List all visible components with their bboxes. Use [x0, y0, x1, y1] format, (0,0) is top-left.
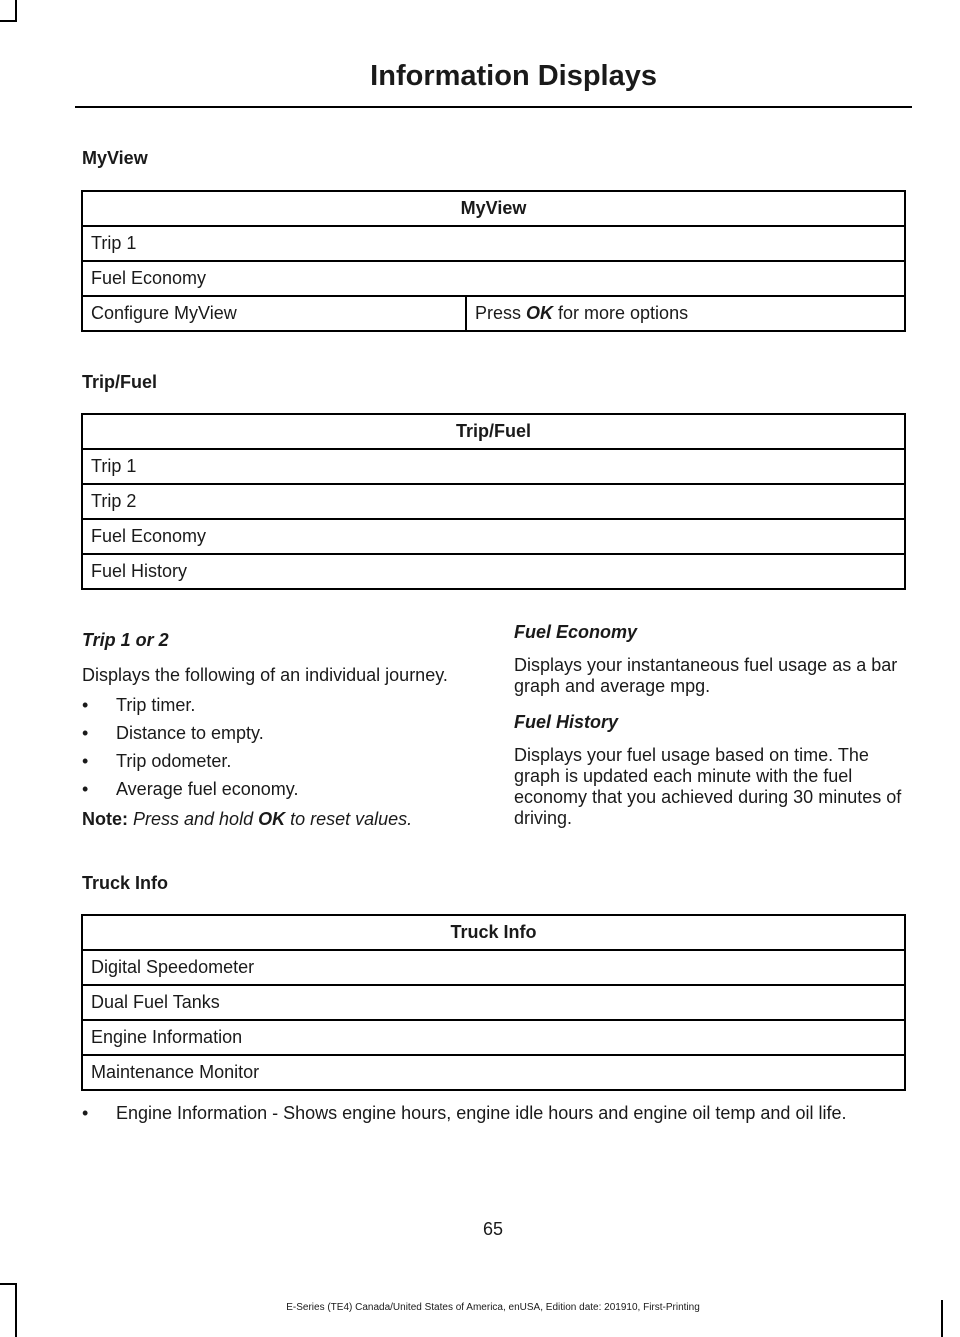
trip-intro: Displays the following of an individual journey.	[82, 665, 448, 685]
fuel-economy-subheading: Fuel Economy	[514, 622, 638, 642]
tripfuel-table	[81, 413, 906, 590]
myview-table	[81, 190, 906, 332]
page-title: Information Displays	[370, 60, 657, 92]
table-row: Trip 1	[82, 449, 905, 484]
list-item: • Engine Information - Shows engine hours, engine idle hours and engine oil temp and oil life.	[82, 1103, 941, 1124]
list-item: • Trip odometer.	[82, 751, 477, 772]
note: Note: Press and hold OK to reset values.	[82, 809, 413, 829]
myview-table-title: MyView	[82, 191, 905, 226]
myview-heading: MyView	[82, 148, 148, 168]
table-row: Engine Information	[82, 1020, 905, 1055]
fuel-history-text: Displays your fuel usage based on time. The graph is updated each minute with the fuel economy that you achieved during 30 minutes of driving.	[514, 745, 902, 828]
fuel-history-subheading: Fuel History	[514, 712, 619, 732]
table-row: Fuel Economy	[82, 261, 905, 296]
table-row: Trip 1	[82, 226, 905, 261]
header-rule	[75, 106, 912, 108]
table-row: Fuel Economy	[82, 519, 905, 554]
truck-table-title: Truck Info	[82, 915, 905, 950]
trip-subheading: Trip 1 or 2	[82, 630, 169, 650]
footer-text: E-Series (TE4) Canada/United States of America, enUSA, Edition date: 201910, First-Printing	[286, 1302, 700, 1313]
table-row: Fuel History	[82, 554, 905, 589]
fuel-section	[514, 622, 909, 829]
crop-mark	[0, 20, 17, 22]
tripfuel-table-title: Trip/Fuel	[82, 414, 905, 449]
trip-section	[82, 630, 477, 830]
crop-mark	[15, 0, 17, 20]
tripfuel-heading: Trip/Fuel	[82, 372, 158, 392]
list-item: • Distance to empty.	[82, 723, 477, 744]
page-number: 65	[482, 1219, 504, 1239]
list-item: • Average fuel economy.	[82, 779, 477, 800]
fuel-economy-text: Displays your instantaneous fuel usage as a bar graph and average mpg.	[514, 655, 898, 696]
table-row: Trip 2	[82, 484, 905, 519]
table-row: Maintenance Monitor	[82, 1055, 905, 1090]
table-row: Digital Speedometer	[82, 950, 905, 985]
truck-heading: Truck Info	[82, 873, 169, 893]
table-cell-action: Press OK for more options	[466, 296, 905, 331]
table-row: Dual Fuel Tanks	[82, 985, 905, 1020]
truck-table	[81, 914, 906, 1091]
crop-mark	[0, 1283, 17, 1285]
list-item: • Trip timer.	[82, 695, 477, 716]
table-row: Configure MyView	[82, 296, 466, 331]
